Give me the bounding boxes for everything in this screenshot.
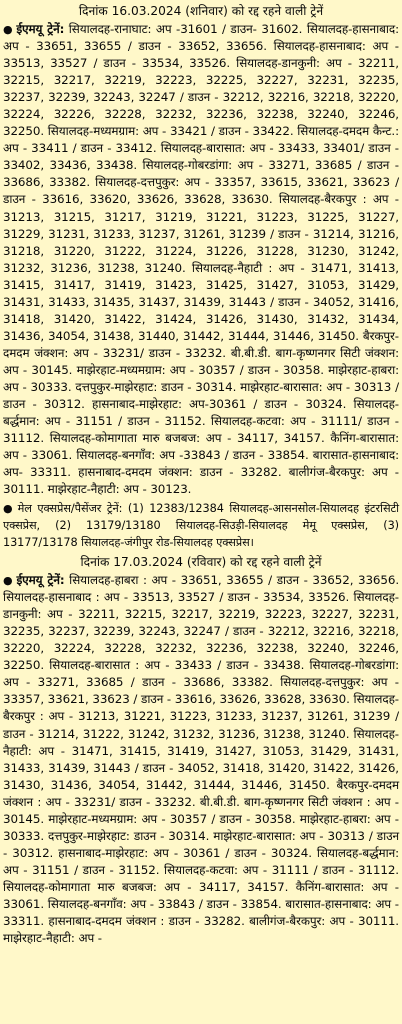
mail-block	[3, 501, 399, 551]
day2-block	[3, 572, 399, 947]
day2-emu-label: ईएमयू ट्रेनें:	[16, 573, 65, 588]
day1-emu-label: ईएमयू ट्रेनें:	[16, 22, 65, 36]
bullet-icon: ●	[3, 502, 15, 516]
day2-body: सियालदह-हाबरा : अप - 33651, 33655 / डाउन - 33652, 33656. सियालदह-हासनाबाद : अप - 33513, 33527 / डाउन - 33534, 33526. सियालदह-डानकुनी: अप - 32211, 32215, 32217, 32219, 32223, 32227, 32231, 32235, 32237, 32239, 32243, 32247 / डाउन - 32212, 32216, 32218, 32220, 32224, 32228, 32232, 32236, 32238, 32240, 32246, 32250. सियालदह-बारासात : अप - 33433 / डाउन - 33438. सियालदह-गोबरडांगा: अप - 33271, 33685 / डाउन - 33686, 33382. सियालदह-दत्तपुकुर: अप - 33357, 33621, 33623 / डाउन - 33616, 33626, 33628, 33630. सियालदह-बैरकपुर : अप - 31213, 31221, 31223, 31233, 31237, 31261, 31239 / डाउन - 31214, 31222, 31242, 31232, 31236, 31238, 31240. सियालदह-नैहाटी: अप - 31471, 31415, 31419, 31427, 31053, 31429, 31431, 31433, 31439, 31443 / डाउन - 34052, 31418, 31420, 31422, 31426, 31430, 31436, 34054, 31442, 31444, 31446, 31450. बैरकपुर-दमदम जंक्शन : अप - 33231/ डाउन - 33232. बी.बी.डी. बाग-कृष्णनगर सिटी जंक्शन : अप - 30145. माझेरहाट-मध्यमग्राम: अप - 30357 / डाउन - 30358. माझेरहाट-हाबरा: अप - 30333. दत्तपुकुर-माझेरहाट: डाउन - 30314. माझेरहाट-बारासात: अप - 30313 / डाउन - 30312. हासनाबाद-माझेरहाट: अप - 30361 / डाउन - 30324. सियालदह-बर्द्धमान: अप - 31151 / डाउन - 31152. सियालदह-कटवा: अप - 31111 / डाउन - 31112. सियालदह-कोमागाता मारु बजबज: अप - 34117, 34157. कैनिंग-बारासात: अप - 33061. सियालदह-बनगाँव: अप - 33843 / डाउन - 33854. बारासात-हासनाबाद: अप - 33311. हासनाबाद-दमदम जंक्शन : डाउन - 33282. बालीगंज-बैरकपुर: अप - 30111. माझेरहाट-नैहाटी: अप -	[3, 573, 400, 946]
mail-body: (1) 12383/12384 सियालदह-आसनसोल-सियालदह इंटरसिटी एक्सप्रेस, (2) 13179/13180 सियालदह-सिउड़ी-सियालदह मेमू एक्सप्रेस, (3) 13177/13178 सियालदह-जंगीपुर रोड-सियालदह एक्सप्रेस।	[3, 502, 399, 549]
day1-block	[3, 21, 399, 498]
day2-heading: दिनांक 17.03.2024 (रविवार) को रद्द रहने वाली ट्रेनें	[80, 555, 322, 570]
bullet-icon: ●	[3, 23, 14, 36]
bullet-icon: ●	[3, 574, 14, 588]
day1-heading: दिनांक 16.03.2024 (शनिवार) को रद्द रहने वाली ट्रेनें	[78, 4, 324, 18]
mail-label: मेल एक्सप्रेस/पैसेंजर ट्रेनें:	[17, 502, 123, 516]
day1-body: सियालदह-रानाघाट: अप -31601 / डाउन- 31602. सियालदह-हासनाबाद: अप - 33651, 33655 / डाउन - 33652, 33656. सियालदह-हासनाबाद: अप - 33513, 33527 / डाउन - 33534, 33526. सियालदह-डानकुनी: अप - 32211, 32215, 32217, 32219, 32223, 32225, 32227, 32231, 32235, 32237, 32239, 32243, 32247 / डाउन - 32212, 32216, 32218, 32220, 32224, 32226, 32228, 32232, 32236, 32238, 32240, 32246, 32250. सियालदह-मध्यमग्राम: अप - 33421 / डाउन - 33422. सियालदह-दमदम कैन्ट.: अप - 33411 / डाउन - 33412. सियालदह-बारासात: अप - 33433, 33401/ डाउन - 33402, 33436, 33438. सियालदह-गोबरडांगा: अप - 33271, 33685 / डाउन - 33686, 33382. सियालदह-दत्तपुकुर: अप - 33357, 33615, 33621, 33623 / डाउन - 33616, 33620, 33626, 33628, 33630. सियालदह-बैरकपुर : अप - 31213, 31215, 31217, 31219, 31221, 31223, 31225, 31227, 31229, 31231, 31233, 31237, 31261, 31239 / डाउन - 31214, 31216, 31218, 31220, 31222, 31224, 31226, 31228, 31230, 31242, 31232, 31236, 31238, 31240. सियालदह-नैहाटी : अप - 31471, 31413, 31415, 31417, 31419, 31423, 31425, 31427, 31053, 31429, 31431, 31433, 31435, 31437, 31439, 31443 / डाउन - 34052, 31416, 31418, 31420, 31422, 31424, 31426, 31430, 31432, 31434, 31436, 34054, 31438, 31440, 31442, 31444, 31446, 31450. बैरकपुर-दमदम जंक्शन: अप - 33231/ डाउन - 33232. बी.बी.डी. बाग-कृष्णनगर सिटी जंक्शन: अप - 30145. माझेरहाट-मध्यमग्राम: अप - 30357 / डाउन - 30358. माझेरहाट-हाबरा: अप - 30333. दत्तपुकुर-माझेरहाट: डाउन - 30314. माझेरहाट-बारासात: अप - 30313 / डाउन - 30312. हासनाबाद-माझेरहाट: अप-30361 / डाउन - 30324. सियालदह-बर्द्धमान: अप - 31151 / डाउन - 31152. सियालदह-कटवा: अप - 31111/ डाउन - 31112. सियालदह-कोमागाता मारु बजबज: अप - 34117, 34157. कैनिंग-बारासात: अप - 33061. सियालदह-बनगाँव: अप -33843 / डाउन - 33854. बारासात-हासनाबाद: अप- 33311. हासनाबाद-दमदम जंक्शन: डाउन - 33282. बालीगंज-बैरकपुर: अप - 30111. माझेरहाट-नैहाटी: अप - 30123.	[3, 22, 400, 497]
